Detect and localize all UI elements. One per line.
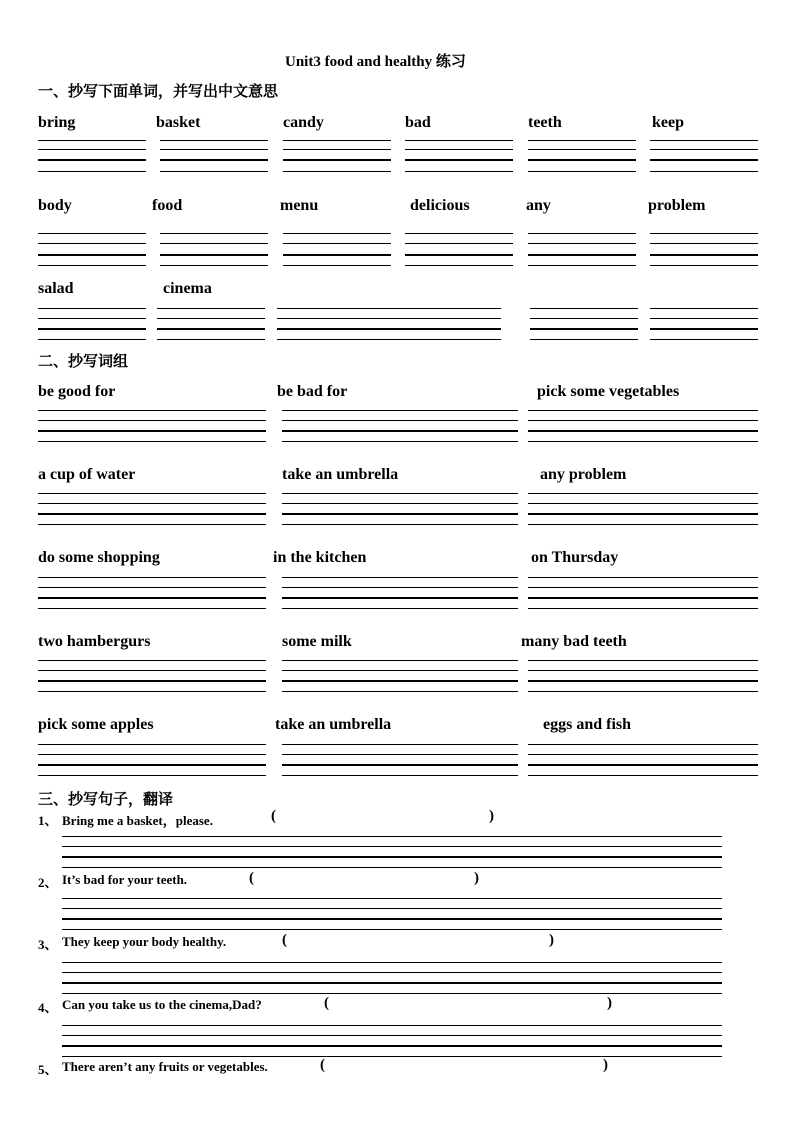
word-bring: bring [38,114,76,131]
sentence-number: 5、 [38,1062,58,1077]
open-paren: ( [324,995,329,1011]
word-bad: bad [405,114,431,131]
writing-lines[interactable] [650,233,758,267]
phrase: eggs and fish [543,716,632,733]
writing-lines[interactable] [528,744,758,778]
writing-lines[interactable] [650,308,758,342]
writing-lines[interactable] [38,233,146,267]
sentence-text: There aren’t any fruits or vegetables. [62,1059,268,1074]
writing-lines[interactable] [405,233,513,267]
word-food: food [152,197,183,214]
writing-lines[interactable] [528,577,758,611]
phrase: pick some apples [38,716,154,733]
word-menu: menu [280,197,319,214]
writing-lines[interactable] [277,308,501,342]
writing-lines[interactable] [38,308,146,342]
writing-lines[interactable] [282,577,518,611]
close-paren: ) [474,870,479,886]
writing-lines[interactable] [282,410,518,444]
writing-lines[interactable] [528,233,636,267]
phrase: be bad for [277,383,348,400]
open-paren: ( [320,1057,325,1073]
page-title: Unit3 food and healthy 练习 [285,54,466,70]
close-paren: ) [549,932,554,948]
word-salad: salad [38,280,74,297]
phrase: take an umbrella [282,466,399,483]
phrase: be good for [38,383,116,400]
phrase: some milk [282,633,352,650]
writing-lines[interactable] [38,744,266,778]
writing-lines[interactable] [160,140,268,174]
section3-heading: 三、抄写句子，翻译 [38,792,174,808]
sentence-number: 2、 [38,875,58,890]
close-paren: ) [607,995,612,1011]
writing-lines[interactable] [62,1025,722,1059]
phrase: do some shopping [38,549,160,566]
writing-lines[interactable] [160,233,268,267]
word-basket: basket [156,114,201,131]
phrase: two hambergurs [38,633,151,650]
writing-lines[interactable] [282,660,518,694]
phrase: in the kitchen [273,549,367,566]
sentence-number: 1、 [38,813,58,828]
sentence-text: It’s bad for your teeth. [62,872,188,887]
writing-lines[interactable] [157,308,265,342]
phrase: pick some vegetables [537,383,680,400]
phrase: take an umbrella [275,716,392,733]
writing-lines[interactable] [528,410,758,444]
open-paren: ( [271,808,276,824]
writing-lines[interactable] [530,308,638,342]
phrase: many bad teeth [521,633,627,650]
open-paren: ( [282,932,287,948]
phrase: on Thursday [531,549,619,566]
writing-lines[interactable] [38,577,266,611]
section2-heading: 二、抄写词组 [38,354,129,370]
sentence-number: 3、 [38,937,58,952]
word-delicious: delicious [410,197,470,214]
writing-lines[interactable] [528,660,758,694]
writing-lines[interactable] [405,140,513,174]
word-teeth: teeth [528,114,562,131]
writing-lines[interactable] [528,140,636,174]
writing-lines[interactable] [282,744,518,778]
open-paren: ( [249,870,254,886]
close-paren: ) [489,808,494,824]
word-cinema: cinema [163,280,212,297]
sentence-text: Can you take us to the cinema,Dad? [62,997,262,1012]
writing-lines[interactable] [38,493,266,527]
word-body: body [38,197,72,214]
writing-lines[interactable] [62,962,722,996]
phrase: a cup of water [38,466,136,483]
writing-lines[interactable] [38,140,146,174]
writing-lines[interactable] [62,898,722,932]
writing-lines[interactable] [650,140,758,174]
writing-lines[interactable] [283,233,391,267]
sentence-number: 4、 [38,1000,58,1015]
close-paren: ) [603,1057,608,1073]
writing-lines[interactable] [62,836,722,870]
writing-lines[interactable] [528,493,758,527]
word-candy: candy [283,114,324,131]
phrase: any problem [540,466,627,483]
writing-lines[interactable] [282,493,518,527]
word-keep: keep [652,114,684,131]
sentence-text: They keep your body healthy. [62,934,227,949]
writing-lines[interactable] [283,140,391,174]
word-any: any [526,197,551,214]
writing-lines[interactable] [38,410,266,444]
sentence-text: Bring me a basket，please. [62,813,213,828]
word-problem: problem [648,197,706,214]
section1-heading: 一、抄写下面单词，并写出中文意思 [38,84,279,100]
writing-lines[interactable] [38,660,266,694]
